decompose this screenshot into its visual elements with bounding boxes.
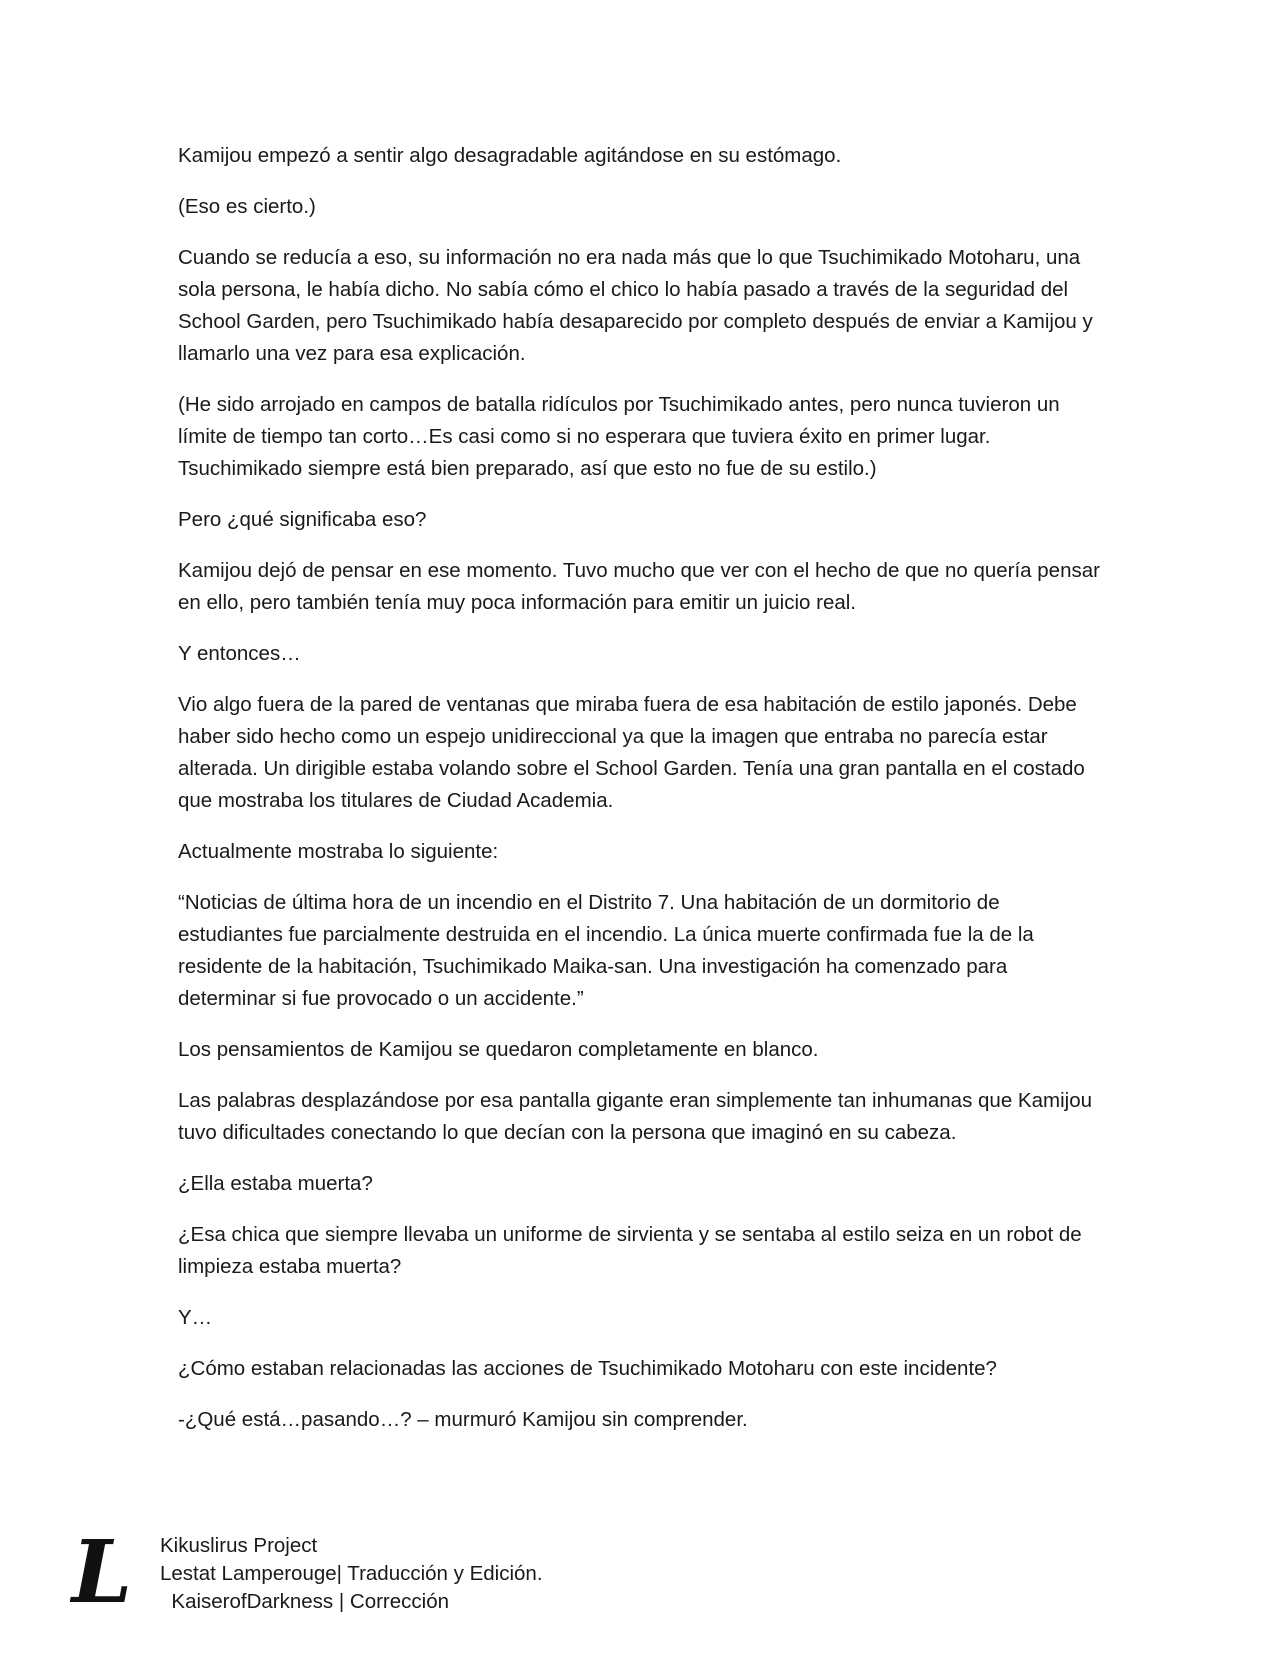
gothic-l-logo: [62, 1532, 142, 1612]
paragraph: (Eso es cierto.): [178, 195, 316, 218]
logo-letter: L: [71, 1532, 133, 1612]
paragraph: ¿Esa chica que siempre llevaba un uniforme de sirvienta y se sentaba al estilo seiza en un robot de limpieza estaba muerta?: [178, 1223, 1082, 1278]
paragraph: ¿Cómo estaban relacionadas las acciones de Tsuchimikado Motoharu con este incidente?: [178, 1357, 997, 1380]
paragraph: (He sido arrojado en campos de batalla ridículos por Tsuchimikado antes, pero nunca tuvieron un límite de tiempo tan corto…Es casi como si no esperara que tuviera éxito en primer lugar. Tsuchimikado siempre está bien preparado, así que esto no fue de su estilo.): [178, 393, 1060, 480]
paragraph: Las palabras desplazándose por esa pantalla gigante eran simplemente tan inhumanas que Kamijou tuvo dificultades conectando lo que decían con la persona que imaginó en su cabeza.: [178, 1089, 1092, 1144]
credits-line-correction: KaiserofDarkness | Corrección: [160, 1590, 450, 1613]
paragraph: Y entonces…: [178, 642, 301, 665]
paragraph: -¿Qué está…pasando…? – murmuró Kamijou sin comprender.: [178, 1408, 748, 1431]
paragraph: ¿Ella estaba muerta?: [178, 1172, 373, 1195]
document-body: [178, 140, 1108, 1455]
credits-line-project: Kikuslirus Project: [160, 1534, 318, 1557]
paragraph: Actualmente mostraba lo siguiente:: [178, 840, 499, 863]
paragraph: Vio algo fuera de la pared de ventanas que miraba fuera de esa habitación de estilo japonés. Debe haber sido hecho como un espejo unidireccional ya que la imagen que entraba no parecía estar alterada. Un dirigible estaba volando sobre el School Garden. Tenía una gran pantalla en el costado que mostraba los titulares de Ciudad Academia.: [178, 693, 1085, 812]
paragraph: Kamijou empezó a sentir algo desagradable agitándose en su estómago.: [178, 144, 842, 167]
paragraph: “Noticias de última hora de un incendio en el Distrito 7. Una habitación de un dormitorio de estudiantes fue parcialmente destruida en el incendio. La única muerte confirmada fue la de la residente de la habitación, Tsuchimikado Maika-san. Una investigación ha comenzado para determinar si fue provocado o un accidente.”: [178, 891, 1034, 1010]
paragraph: Kamijou dejó de pensar en ese momento. Tuvo mucho que ver con el hecho de que no quería pensar en ello, pero también tenía muy poca información para emitir un juicio real.: [178, 559, 1100, 614]
paragraph: Cuando se reducía a eso, su información no era nada más que lo que Tsuchimikado Motoharu, una sola persona, le había dicho. No sabía cómo el chico lo había pasado a través de la seguridad del School Garden, pero Tsuchimikado había desaparecido por completo después de enviar a Kamijou y llamarlo una vez para esa explicación.: [178, 246, 1093, 365]
credits-line-translation: Lestat Lamperouge| Traducción y Edición.: [160, 1562, 543, 1585]
page-footer: [62, 1532, 762, 1632]
paragraph: Pero ¿qué significaba eso?: [178, 508, 427, 531]
paragraph: Los pensamientos de Kamijou se quedaron completamente en blanco.: [178, 1038, 819, 1061]
credits: [160, 1532, 543, 1616]
paragraph: Y…: [178, 1306, 213, 1329]
